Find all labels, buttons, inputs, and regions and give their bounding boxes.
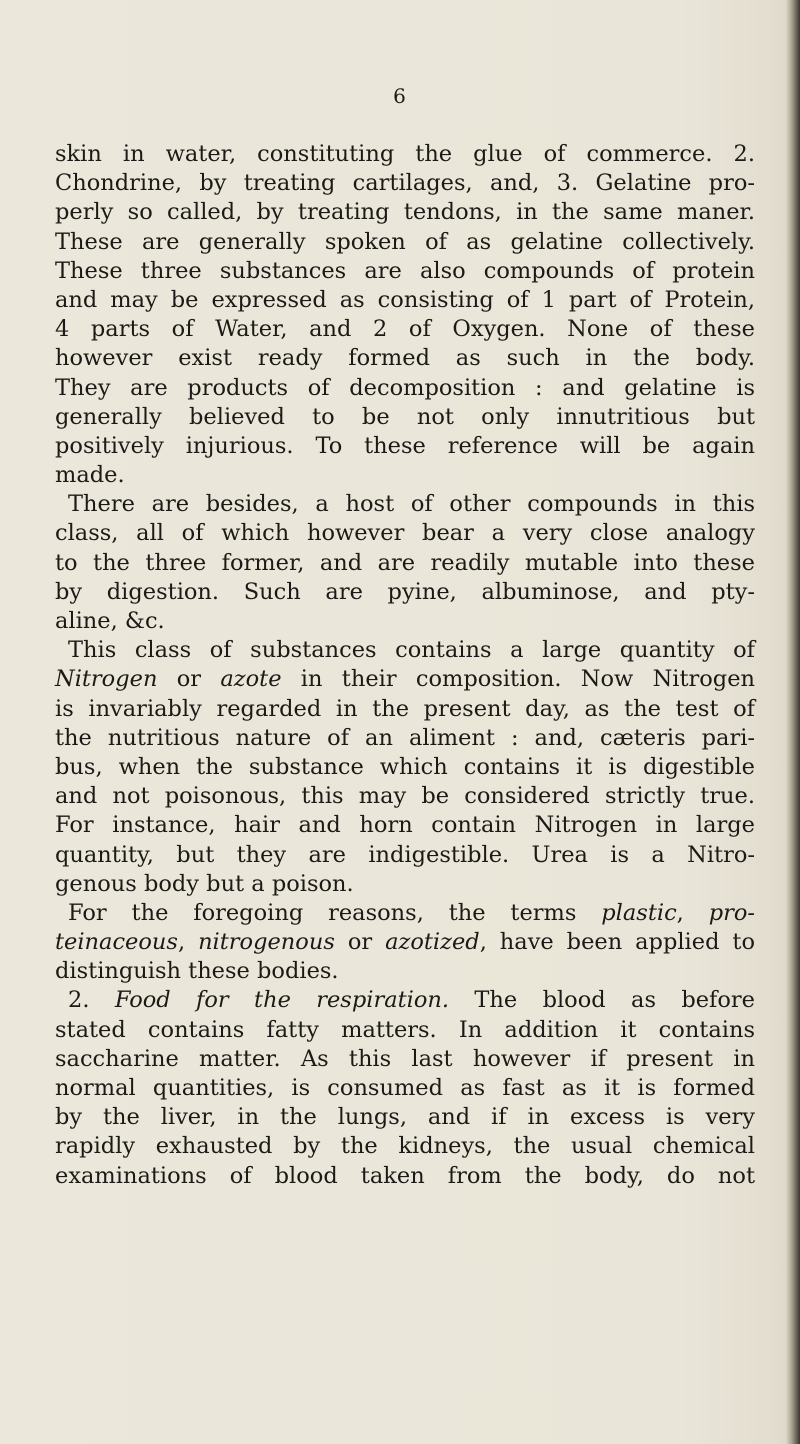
- text-line: These three substances are also compounds of protein: [55, 257, 755, 284]
- page-edge-shadow: [786, 0, 800, 1444]
- text-line: saccharine matter. As this last however if present in: [55, 1045, 755, 1072]
- text-line: class, all of which however bear a very close analogy: [55, 520, 755, 547]
- text-line: quantity, but they are indigestible. Urea is a Nitro-: [55, 841, 755, 868]
- text-run: For the foregoing reasons, the terms: [68, 899, 602, 926]
- italic-text: azotized: [385, 929, 480, 956]
- text-line: [55, 899, 755, 928]
- text-line: made.: [55, 462, 125, 489]
- text-line: to the three former, and are readily mutable into these: [55, 549, 755, 576]
- text-run: ,: [676, 899, 709, 926]
- text-line: This class of substances contains a large quantity of: [68, 637, 755, 664]
- text-line: bus, when the substance which contains it is digestible: [55, 753, 755, 780]
- text-line: perly so called, by treating tendons, in the same maner.: [55, 199, 755, 226]
- text-line: stated contains fatty matters. In addition it contains: [55, 1016, 755, 1043]
- text-line: These are generally spoken of as gelatine collectively.: [55, 228, 755, 255]
- italic-text: Food for the respiration.: [114, 987, 450, 1014]
- text-line: is invariably regarded in the present day, as the test of: [55, 695, 755, 722]
- page-number: 6: [393, 84, 407, 108]
- italic-text: nitrogenous: [198, 929, 335, 956]
- text-line: rapidly exhausted by the kidneys, the usual chemical: [55, 1133, 755, 1160]
- text-line: positively injurious. To these reference will be again: [55, 432, 755, 459]
- italic-text: Nitrogen: [55, 666, 158, 693]
- italic-text: teinaceous: [55, 929, 178, 956]
- text-run: ,: [177, 929, 199, 956]
- text-line: distinguish these bodies.: [55, 958, 339, 985]
- text-line: Chondrine, by treating cartilages, and, 3. Gelatine pro-: [55, 170, 755, 197]
- text-line: examinations of blood taken from the body, do not: [55, 1162, 755, 1189]
- text-run: in their composition. Now Nitrogen: [281, 666, 756, 693]
- text-line: generally believed to be not only innutritious but: [55, 403, 755, 430]
- body-text: [55, 140, 755, 1191]
- text-run: The blood as before: [449, 987, 756, 1014]
- text-line: by the liver, in the lungs, and if in excess is very: [55, 1104, 755, 1131]
- text-line: the nutritious nature of an aliment : and, cæteris pari-: [55, 724, 755, 751]
- text-line: skin in water, constituting the glue of commerce. 2.: [55, 141, 755, 167]
- text-line: They are products of decomposition : and gelatine is: [55, 374, 755, 401]
- text-run: or: [157, 666, 221, 693]
- text-line: by digestion. Such are pyine, albuminose, and pty-: [55, 578, 755, 605]
- text-line: [55, 928, 755, 957]
- text-line: 4 parts of Water, and 2 of Oxygen. None of these: [55, 316, 755, 343]
- text-line: genous body but a poison.: [55, 870, 354, 897]
- italic-text: plastic: [601, 899, 677, 926]
- text-line: For instance, hair and horn contain Nitrogen in large: [55, 812, 755, 839]
- text-line: There are besides, a host of other compounds in this: [68, 491, 755, 518]
- italic-text: pro-: [708, 899, 755, 926]
- text-line: aline, &c.: [55, 608, 165, 634]
- text-line: [55, 986, 755, 1015]
- text-line: and may be expressed as consisting of 1 part of Protein,: [55, 286, 755, 313]
- italic-text: azote: [220, 666, 282, 693]
- text-line: however exist ready formed as such in the body.: [55, 345, 755, 372]
- text-line: and not poisonous, this may be considered strictly true.: [55, 783, 755, 810]
- text-run: or: [334, 929, 386, 956]
- text-line: [55, 665, 755, 694]
- text-run: , have been applied to: [479, 929, 755, 956]
- text-line: normal quantities, is consumed as fast as it is formed: [55, 1075, 755, 1101]
- text-run: 2.: [68, 987, 115, 1014]
